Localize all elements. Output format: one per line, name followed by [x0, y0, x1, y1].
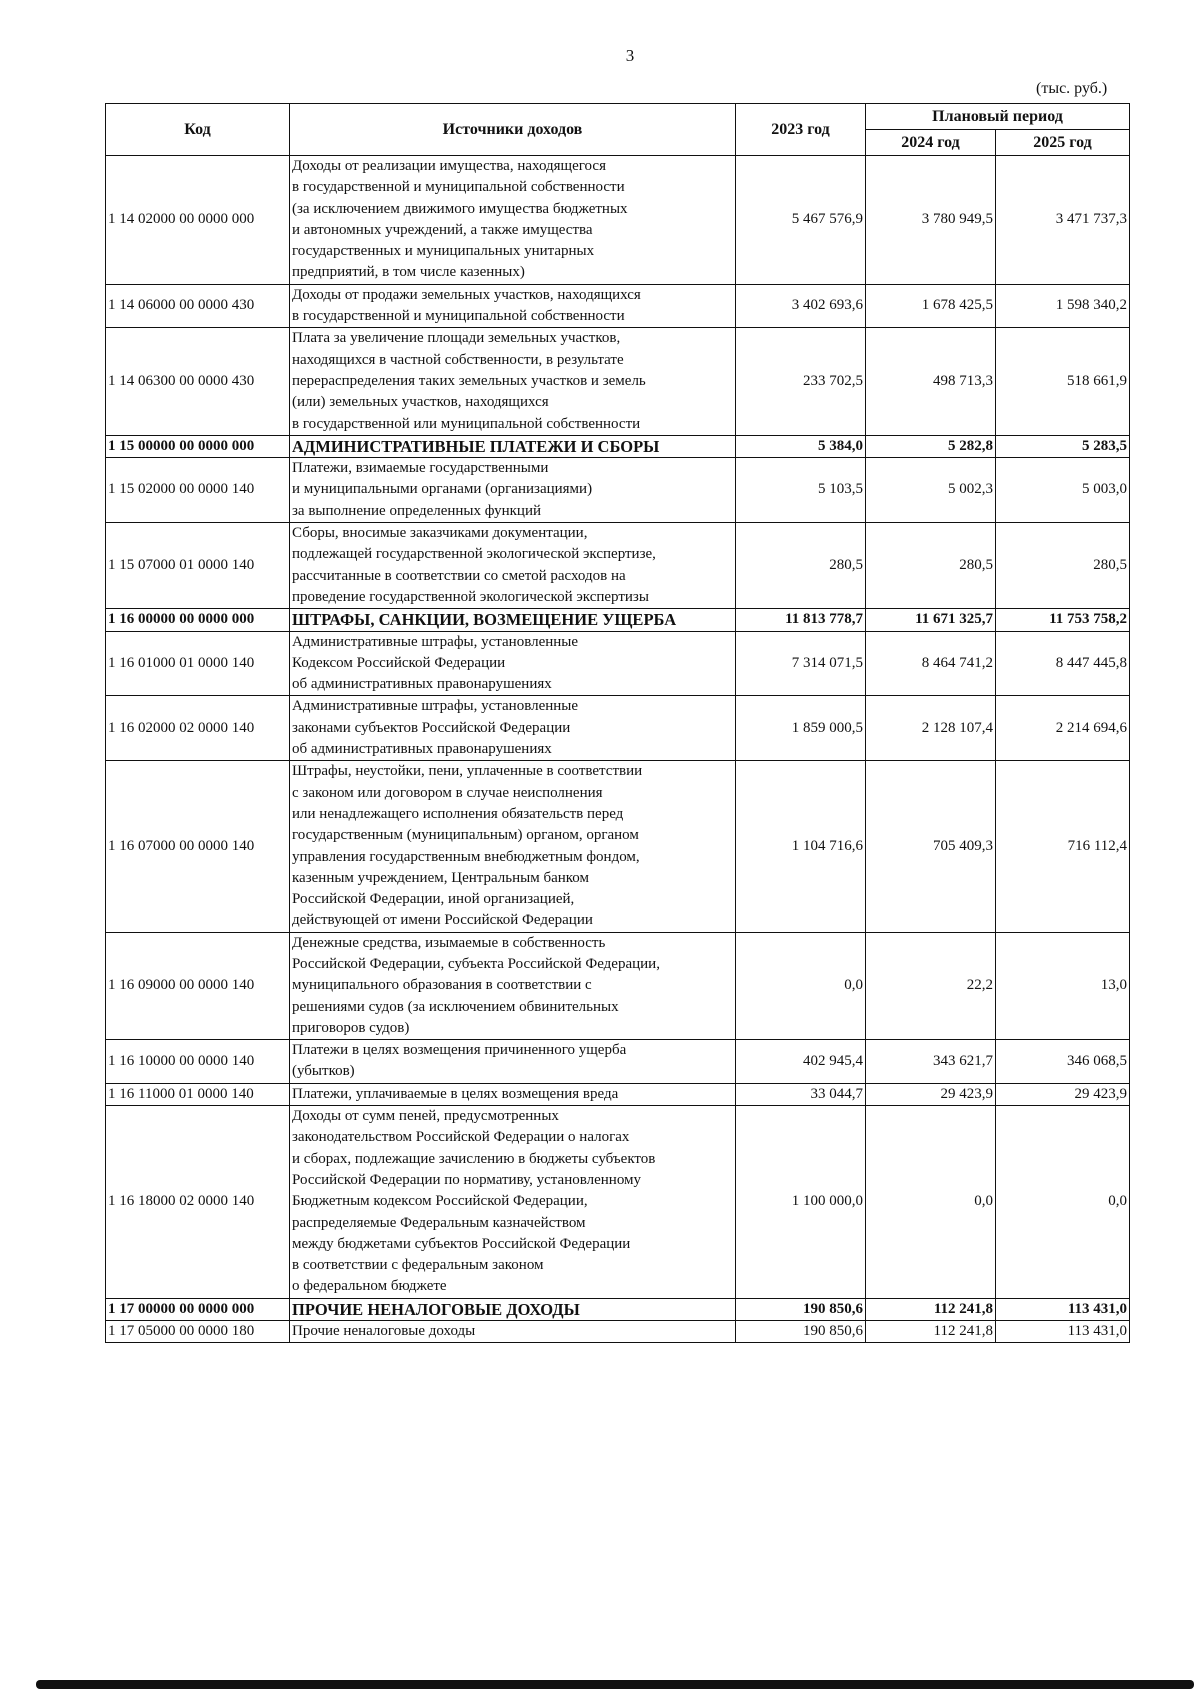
row-source-line: Российской Федерации, иной организацией,	[292, 891, 575, 908]
row-value-2025: 518 661,9	[996, 328, 1130, 435]
row-value-2023: 190 850,6	[736, 1298, 866, 1320]
table-row	[106, 761, 1130, 932]
row-source-name	[290, 284, 736, 328]
row-value-2025: 13,0	[996, 932, 1130, 1039]
row-value-2025: 8 447 445,8	[996, 631, 1130, 696]
row-source-line: и муниципальными органами (организациями)	[292, 481, 593, 498]
row-source-name	[290, 523, 736, 609]
table-body	[106, 156, 1130, 1343]
row-code: 1 15 07000 01 0000 140	[106, 523, 290, 609]
row-code: 1 15 00000 00 0000 000	[106, 435, 290, 457]
row-value-2024: 1 678 425,5	[866, 284, 996, 328]
table-row	[106, 932, 1130, 1039]
row-value-2025: 29 423,9	[996, 1083, 1130, 1105]
row-source-line: Доходы от продажи земельных участков, находящихся	[292, 286, 641, 303]
row-value-2024: 2 128 107,4	[866, 696, 996, 761]
row-source-line: законодательством Российской Федерации о налогах	[292, 1129, 630, 1146]
row-source-line: АДМИНИСТРАТИВНЫЕ ПЛАТЕЖИ И СБОРЫ	[292, 436, 660, 456]
row-source-name	[290, 1083, 736, 1105]
row-value-2024: 705 409,3	[866, 761, 996, 932]
row-value-2025: 113 431,0	[996, 1321, 1130, 1343]
row-source-line: Административные штрафы, установленные	[292, 698, 579, 715]
row-value-2023: 1 859 000,5	[736, 696, 866, 761]
row-value-2025: 5 003,0	[996, 458, 1130, 523]
header-source: Источники доходов	[290, 104, 736, 156]
row-value-2025: 1 598 340,2	[996, 284, 1130, 328]
row-value-2024: 22,2	[866, 932, 996, 1039]
row-value-2023: 280,5	[736, 523, 866, 609]
row-source-line: муниципального образования в соответствии с	[292, 977, 592, 994]
row-source-line: и автономных учреждений, а также имущества	[292, 221, 593, 238]
row-source-line: рассчитанные в соответствии со сметой расходов на	[292, 567, 626, 584]
row-source-name	[290, 631, 736, 696]
row-code: 1 16 07000 00 0000 140	[106, 761, 290, 932]
row-source-line: об административных правонарушениях	[292, 741, 552, 758]
row-source-line: находящихся в частной собственности, в результате	[292, 351, 624, 368]
row-value-2024: 11 671 325,7	[866, 609, 996, 631]
row-source-line: за выполнение определенных функций	[292, 502, 542, 519]
row-source-name	[290, 156, 736, 285]
row-code: 1 16 01000 01 0000 140	[106, 631, 290, 696]
row-source-line: с законом или договором в случае неисполнения	[292, 784, 603, 801]
row-source-line: подлежащей государственной экологической экспертизе,	[292, 546, 656, 563]
row-source-line: распределяемые Федеральным казначейством	[292, 1214, 586, 1231]
row-source-line: Сборы, вносимые заказчиками документации,	[292, 525, 588, 542]
row-source-name	[290, 696, 736, 761]
row-source-line: об административных правонарушениях	[292, 676, 552, 693]
row-value-2024: 343 621,7	[866, 1040, 996, 1084]
row-source-name	[290, 761, 736, 932]
row-source-name	[290, 609, 736, 631]
row-code: 1 14 02000 00 0000 000	[106, 156, 290, 285]
row-value-2025: 11 753 758,2	[996, 609, 1130, 631]
row-value-2025: 5 283,5	[996, 435, 1130, 457]
row-value-2024: 29 423,9	[866, 1083, 996, 1105]
table-row	[106, 1040, 1130, 1084]
table-row	[106, 631, 1130, 696]
header-year-2025: 2025 год	[996, 130, 1130, 156]
units-label: (тыс. руб.)	[1036, 80, 1108, 97]
header-year-2023: 2023 год	[736, 104, 866, 156]
row-source-line: приговоров судов)	[292, 1019, 410, 1036]
row-source-line: Российской Федерации по нормативу, установленному	[292, 1171, 642, 1188]
row-source-line: (убытков)	[292, 1063, 355, 1080]
table-row	[106, 156, 1130, 285]
row-code: 1 16 02000 02 0000 140	[106, 696, 290, 761]
row-source-name	[290, 1321, 736, 1343]
row-source-line: Платежи, уплачиваемые в целях возмещения вреда	[292, 1085, 619, 1102]
table-row	[106, 1321, 1130, 1343]
row-value-2023: 5 384,0	[736, 435, 866, 457]
row-value-2023: 1 104 716,6	[736, 761, 866, 932]
row-source-line: действующей от имени Российской Федерации	[292, 912, 593, 929]
row-value-2023: 0,0	[736, 932, 866, 1039]
row-source-name	[290, 1040, 736, 1084]
row-source-line: в государственной и муниципальной собственности	[292, 308, 625, 325]
row-source-line: Платежи, взимаемые государственными	[292, 460, 549, 477]
row-source-line: Денежные средства, изымаемые в собственность	[292, 934, 606, 951]
table-row	[106, 284, 1130, 328]
row-code: 1 16 00000 00 0000 000	[106, 609, 290, 631]
row-value-2024: 3 780 949,5	[866, 156, 996, 285]
row-value-2023: 402 945,4	[736, 1040, 866, 1084]
row-source-line: (или) земельных участков, находящихся	[292, 394, 549, 411]
row-value-2024: 8 464 741,2	[866, 631, 996, 696]
table-row	[106, 523, 1130, 609]
row-source-line: проведение государственной экологической экспертизы	[292, 588, 649, 605]
row-source-line: управления государственным внебюджетным фондом,	[292, 848, 640, 865]
row-value-2023: 233 702,5	[736, 328, 866, 435]
row-source-line: о федеральном бюджете	[292, 1278, 447, 1295]
row-value-2024: 280,5	[866, 523, 996, 609]
row-source-line: Доходы от сумм пеней, предусмотренных	[292, 1108, 559, 1125]
table-row	[106, 696, 1130, 761]
row-source-line: в государственной и муниципальной собственности	[292, 179, 625, 196]
row-code: 1 14 06000 00 0000 430	[106, 284, 290, 328]
row-source-line: в государственной или муниципальной собственности	[292, 415, 641, 432]
row-source-line: перераспределения таких земельных участков и земель	[292, 372, 646, 389]
row-code: 1 15 02000 00 0000 140	[106, 458, 290, 523]
row-value-2023: 33 044,7	[736, 1083, 866, 1105]
row-source-line: в соответствии с федеральным законом	[292, 1257, 544, 1274]
row-value-2024: 0,0	[866, 1106, 996, 1299]
table-row	[106, 435, 1130, 457]
row-source-name	[290, 435, 736, 457]
row-code: 1 17 00000 00 0000 000	[106, 1298, 290, 1320]
row-value-2025: 716 112,4	[996, 761, 1130, 932]
row-value-2023: 190 850,6	[736, 1321, 866, 1343]
row-code: 1 16 11000 01 0000 140	[106, 1083, 290, 1105]
row-source-line: Российской Федерации, субъекта Российской Федерации,	[292, 955, 660, 972]
table-row	[106, 1106, 1130, 1299]
row-source-line: государственных и муниципальных унитарных	[292, 243, 595, 260]
row-value-2024: 112 241,8	[866, 1298, 996, 1320]
row-source-line: ШТРАФЫ, САНКЦИИ, ВОЗМЕЩЕНИЕ УЩЕРБА	[292, 610, 677, 630]
row-value-2025: 2 214 694,6	[996, 696, 1130, 761]
row-source-line: предприятий, в том числе казенных)	[292, 264, 525, 281]
row-source-line: законами субъектов Российской Федерации	[292, 719, 571, 736]
row-source-name	[290, 1298, 736, 1320]
row-source-line: ПРОЧИЕ НЕНАЛОГОВЫЕ ДОХОДЫ	[292, 1299, 580, 1319]
table-row	[106, 1298, 1130, 1320]
row-code: 1 16 10000 00 0000 140	[106, 1040, 290, 1084]
header-plan-period: Плановый период	[866, 104, 1130, 130]
row-value-2024: 5 282,8	[866, 435, 996, 457]
row-source-line: государственным (муниципальным) органом, органом	[292, 827, 639, 844]
row-source-line: и сборах, подлежащие зачислению в бюджеты субъектов	[292, 1150, 656, 1167]
table-row	[106, 328, 1130, 435]
row-value-2023: 5 467 576,9	[736, 156, 866, 285]
scan-edge-bar	[36, 1680, 1194, 1689]
table-row	[106, 609, 1130, 631]
revenue-table	[105, 103, 1130, 1343]
row-value-2025: 280,5	[996, 523, 1130, 609]
row-value-2023: 5 103,5	[736, 458, 866, 523]
row-source-name	[290, 1106, 736, 1299]
row-source-line: (за исключением движимого имущества бюджетных	[292, 200, 628, 217]
row-code: 1 16 18000 02 0000 140	[106, 1106, 290, 1299]
row-source-line: казенным учреждением, Центральным банком	[292, 869, 590, 886]
row-value-2024: 498 713,3	[866, 328, 996, 435]
table-row	[106, 458, 1130, 523]
row-value-2023: 11 813 778,7	[736, 609, 866, 631]
page-number: 3	[625, 46, 635, 65]
row-source-name	[290, 932, 736, 1039]
row-source-line: Доходы от реализации имущества, находящегося	[292, 158, 606, 174]
row-source-name	[290, 328, 736, 435]
row-value-2025: 113 431,0	[996, 1298, 1130, 1320]
row-source-line: или ненадлежащего исполнения обязательств перед	[292, 805, 624, 822]
row-source-line: Плата за увеличение площади земельных участков,	[292, 330, 621, 347]
row-source-line: между бюджетами субъектов Российской Федерации	[292, 1235, 631, 1252]
row-source-line: Штрафы, неустойки, пени, уплаченные в соответствии	[292, 763, 643, 780]
row-code: 1 17 05000 00 0000 180	[106, 1321, 290, 1343]
row-value-2025: 346 068,5	[996, 1040, 1130, 1084]
row-source-name	[290, 458, 736, 523]
row-value-2025: 0,0	[996, 1106, 1130, 1299]
row-code: 1 14 06300 00 0000 430	[106, 328, 290, 435]
row-code: 1 16 09000 00 0000 140	[106, 932, 290, 1039]
row-source-line: Административные штрафы, установленные	[292, 633, 579, 650]
row-value-2023: 7 314 071,5	[736, 631, 866, 696]
table-row	[106, 1083, 1130, 1105]
row-value-2025: 3 471 737,3	[996, 156, 1130, 285]
row-value-2023: 1 100 000,0	[736, 1106, 866, 1299]
row-value-2024: 112 241,8	[866, 1321, 996, 1343]
row-source-line: Прочие неналоговые доходы	[292, 1323, 476, 1340]
row-value-2024: 5 002,3	[866, 458, 996, 523]
row-source-line: Бюджетным кодексом Российской Федерации,	[292, 1193, 588, 1210]
header-code: Код	[106, 104, 290, 156]
row-source-line: Платежи в целях возмещения причиненного ущерба	[292, 1042, 627, 1059]
header-year-2024: 2024 год	[866, 130, 996, 156]
row-source-line: Кодексом Российской Федерации	[292, 654, 506, 671]
row-source-line: решениями судов (за исключением обвинительных	[292, 998, 619, 1015]
row-value-2023: 3 402 693,6	[736, 284, 866, 328]
